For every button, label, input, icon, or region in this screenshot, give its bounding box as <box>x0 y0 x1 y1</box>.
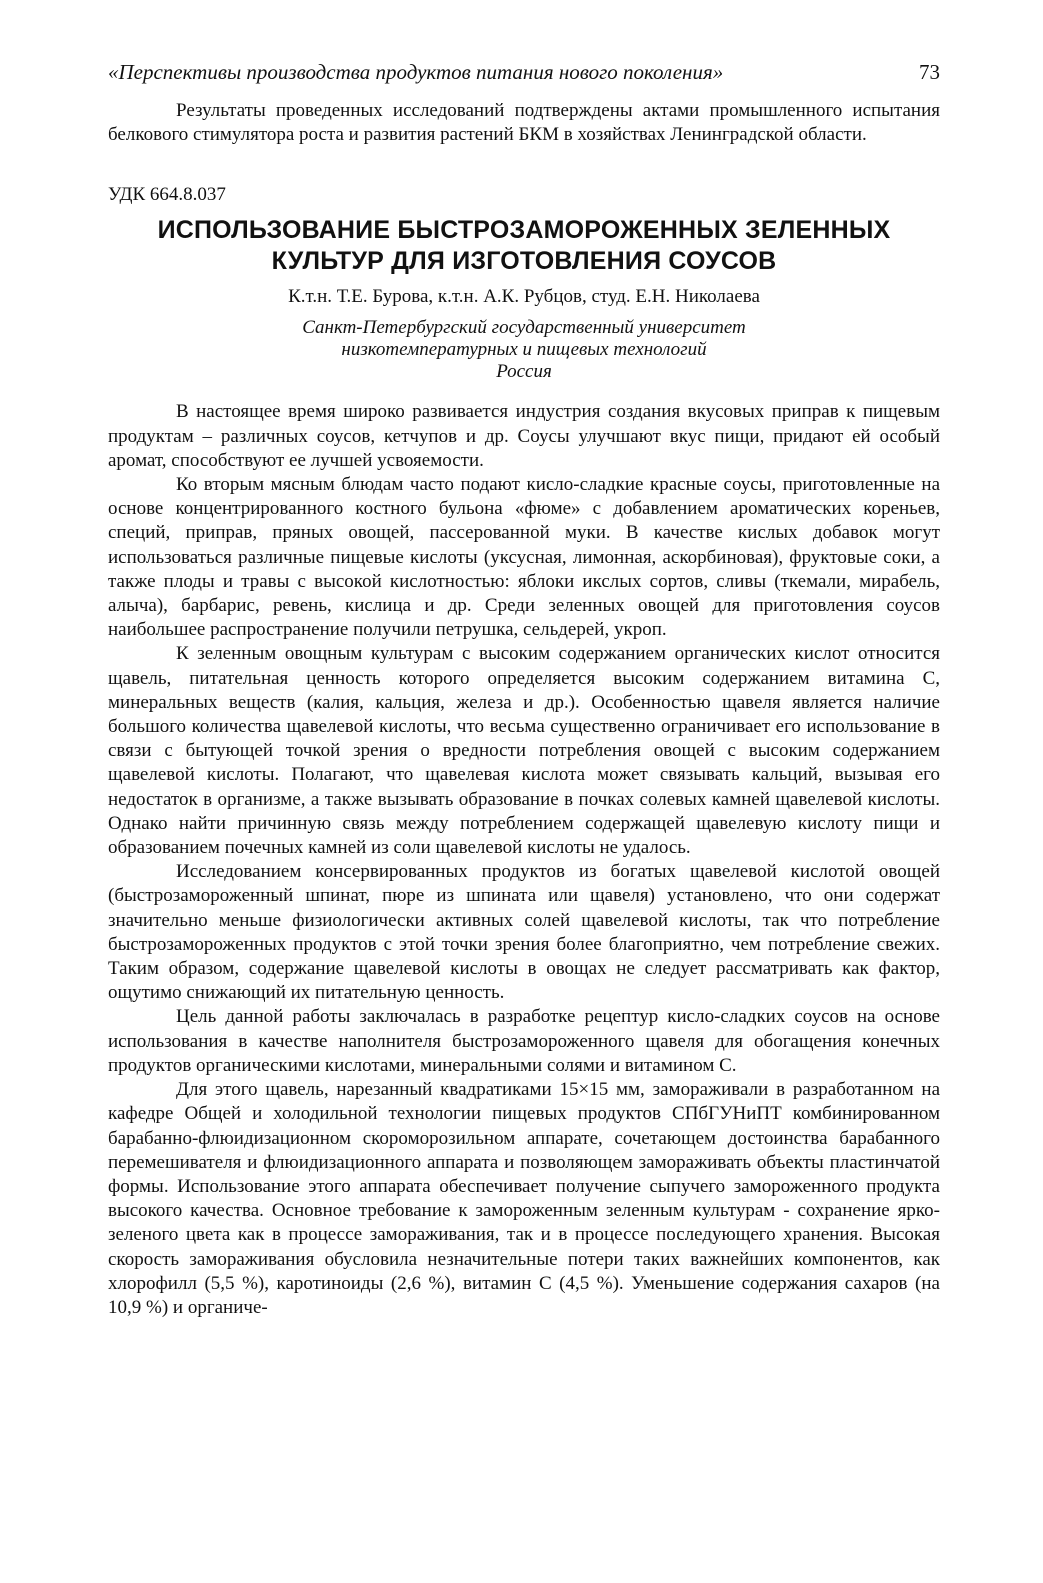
body-paragraph: В настоящее время широко развивается индустрия создания вкусовых приправ к пищевым продуктам – различных соусов, кетчупов и др. Соусы улучшают вкус пищи, придают ей особый аромат, способствуют ее лучшей усвояемости. <box>108 401 940 471</box>
affiliation <box>108 317 940 383</box>
authors: К.т.н. Т.Е. Бурова, к.т.н. А.К. Рубцов, студ. Е.Н. Николаева <box>288 286 760 308</box>
article-body <box>108 400 940 1320</box>
carryover-paragraph: Результаты проведенных исследований подтверждены актами промышленного испытания белкового стимулятора роста и развития растений БКМ в хозяйствах Ленинградской области. <box>108 100 940 146</box>
body-paragraph: К зеленным овощным культурам с высоким содержанием органических кислот относится щавель, питательная ценность которого определяется высоким содержанием витамина С, минеральных веществ (калия, кальция, железа и др.). Особенностью щавеля является наличие большого количества щавелевой кислоты, что весьма существенно ограничивает его использование в связи с бытующей точкой зрения о вредности потребления овощей с высоким содержанием щавелевой кислоты. Полагают, что щавелевая кислота может связывать кальций, вызывая его недостаток в организме, а также вызывать образование в почках солевых камней щавелевой кислоты. Однако найти причинную связь между потреблением содержащей щавелевую кислоту пищи и образованием почечных камней из соли щавелевой кислоты не удалось. <box>108 643 940 859</box>
affiliation-country: Россия <box>496 361 552 383</box>
article-title <box>108 215 940 277</box>
journal-title: «Перспективы производства продуктов питания нового поколения» <box>108 60 724 84</box>
body-paragraph: Ко вторым мясным блюдам часто подают кисло-сладкие красные соусы, приготовленные на основе концентрированного костного бульона «фюме» с добавлением ароматических кореньев, специй, приправ, пряных овощей, пассерованной муки. В качестве кислых добавок могут использоваться различные пищевые кислоты (уксусная, лимонная, аскорбиновая), фруктовые соки, а также плоды и травы с высокой кислотностью: яблоки икслых сортов, сливы (ткемали, мирабель, алыча), барбарис, ревень, кислица и др. Среди зеленных овощей для приготовления соусов наибольшее распространение получили петрушка, сельдерей, укроп. <box>108 474 940 641</box>
article-title-line: ИСПОЛЬЗОВАНИЕ БЫСТРОЗАМОРОЖЕННЫХ ЗЕЛЕННЫХ <box>157 216 891 245</box>
page-number: 73 <box>919 60 940 84</box>
page <box>108 60 940 1320</box>
affiliation-line: Санкт-Петербургский государственный университет <box>302 317 746 339</box>
udk-code: УДК 664.8.037 <box>108 184 226 206</box>
body-paragraph: Цель данной работы заключалась в разработке рецептур кисло-сладких соусов на основе использования в качестве наполнителя быстрозамороженного щавеля для обогащения конечных продуктов органическими кислотами, минеральными солями и витамином С. <box>108 1006 940 1076</box>
body-paragraph: Исследованием консервированных продуктов из богатых щавелевой кислотой овощей (быстрозамороженный шпинат, пюре из шпината или щавеля) установлено, что они содержат значительно меньше физиологически активных солей щавелевой кислоты, так что потребление быстрозамороженных продуктов с этой точки зрения более благоприятно, чем потребление свежих. Таким образом, содержание щавелевой кислоты в овощах не следует рассматривать как фактор, ощутимо снижающий их питательную ценность. <box>108 861 940 1004</box>
affiliation-line: низкотемпературных и пищевых технологий <box>341 339 707 361</box>
body-paragraph: Для этого щавель, нарезанный квадратиками 15×15 мм, замораживали в разработанном на кафедре Общей и холодильной технологии пищевых продуктов СПбГУНиПТ комбинированном барабанно-флюидизационном скороморозильном аппарате, сочетающем достоинства барабанного перемешивателя и флюидизационного аппарата и позволяющем замораживать объекты пластинчатой формы. Использование этого аппарата обеспечивает получение сыпучего замороженного продукта высокого качества. Основное требование к замороженным зеленным культурам - сохранение ярко-зеленого цвета как в процессе замораживания, так и в процессе последующего хранения. Высокая скорость замораживания обусловила незначительные потери таких важнейших компонентов, как хлорофилл (5,5 %), каротиноиды (2,6 %), витамин С (4,5 %). Уменьшение содержания сахаров (на 10,9 %) и органиче- <box>108 1079 940 1318</box>
running-head <box>108 60 940 85</box>
article-title-line: КУЛЬТУР ДЛЯ ИЗГОТОВЛЕНИЯ СОУСОВ <box>271 247 777 276</box>
